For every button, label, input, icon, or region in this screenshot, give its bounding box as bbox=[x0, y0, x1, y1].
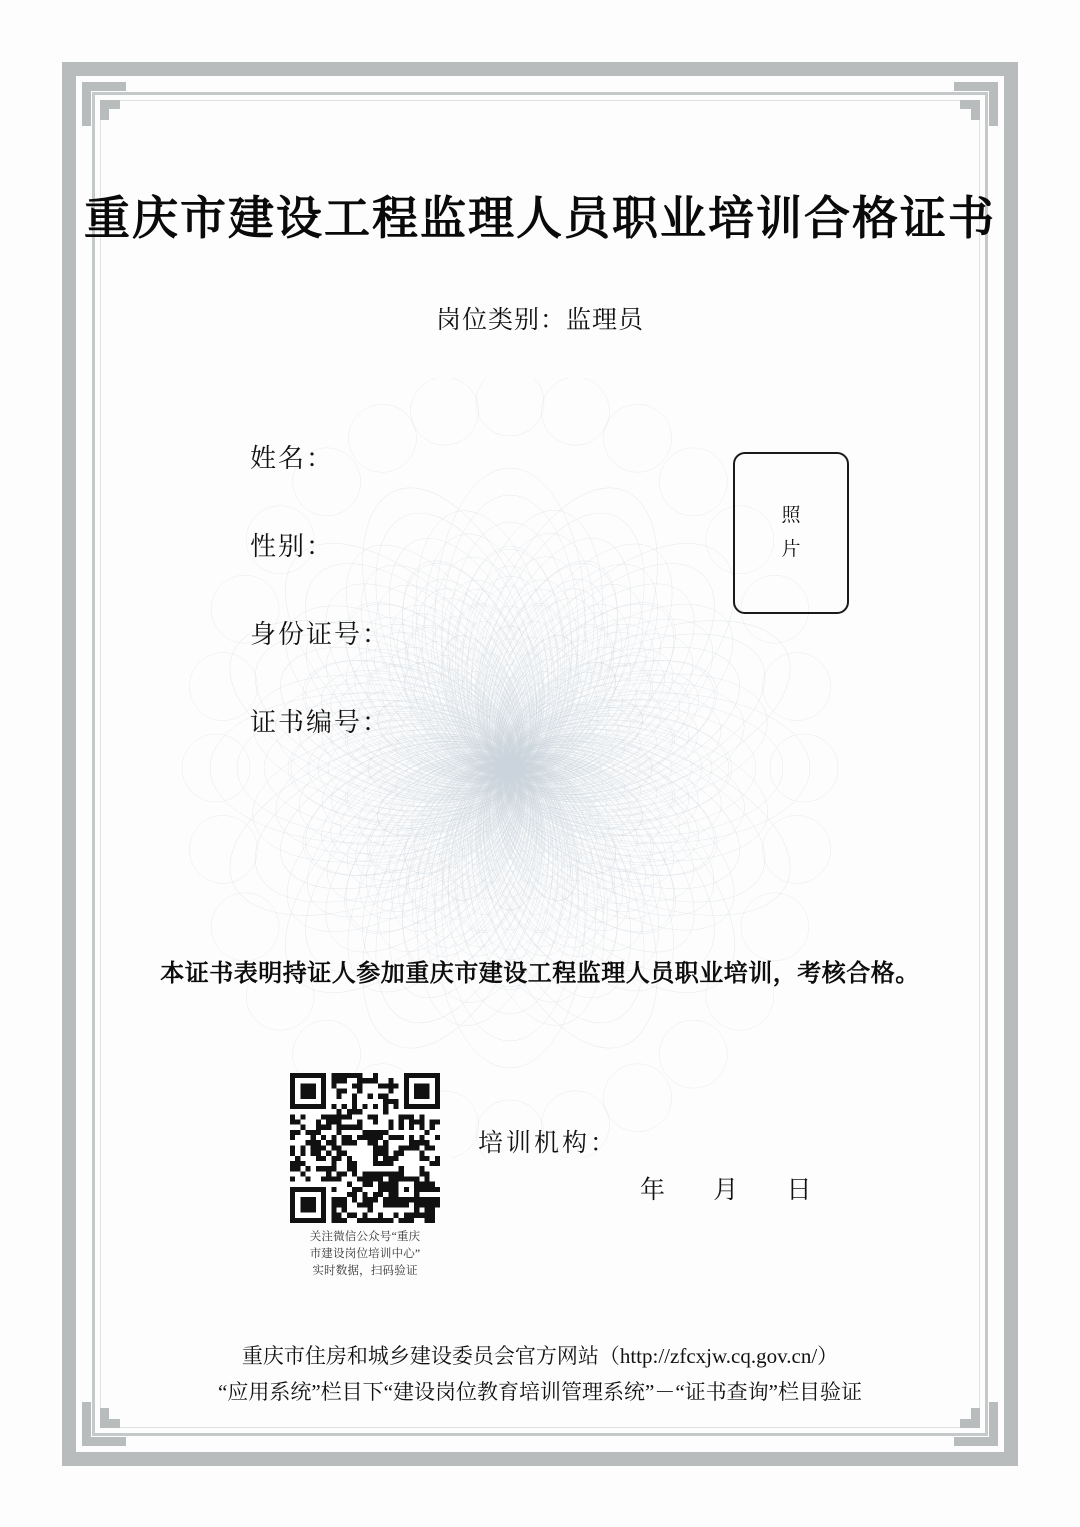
footer-line-1: 重庆市住房和城乡建设委员会官方网站（http://zfcxjw.cq.gov.cn/） bbox=[241, 1344, 839, 1368]
field-label-certificate-number: 证书编号： bbox=[250, 708, 391, 737]
field-label-id-number: 身份证号： bbox=[250, 620, 391, 649]
photo-placeholder-line1: 照 bbox=[781, 505, 801, 526]
date-part-month: 月 bbox=[713, 1177, 741, 1204]
photo-placeholder-box bbox=[733, 452, 849, 614]
qr-code-block bbox=[290, 1073, 440, 1280]
post-category-label: 岗位类别： bbox=[435, 307, 566, 334]
post-category bbox=[0, 300, 1080, 336]
date-line bbox=[640, 1170, 814, 1206]
field-label-name: 姓名： bbox=[250, 444, 335, 473]
field-label-gender: 性别： bbox=[250, 532, 335, 561]
qr-caption-line3: 实时数据，扫码验证 bbox=[312, 1265, 418, 1277]
certificate-statement: 本证书表明持证人参加重庆市建设工程监理人员职业培训，考核合格。 bbox=[160, 961, 920, 987]
qr-code-icon bbox=[290, 1073, 440, 1223]
field-row-certificate-number bbox=[250, 702, 710, 790]
date-part-year: 年 bbox=[640, 1177, 668, 1204]
corner-ornament-top-right bbox=[940, 62, 1018, 140]
field-row-gender bbox=[250, 526, 710, 614]
page-title: 重庆市建设工程监理人员职业培训合格证书 bbox=[84, 193, 996, 244]
qr-caption-line2: 市建设岗位培训中心” bbox=[309, 1248, 421, 1260]
field-list bbox=[250, 438, 710, 790]
footer-line-2: “应用系统”栏目下“建设岗位教育培训管理系统”－“证书查询”栏目验证 bbox=[218, 1380, 862, 1404]
photo-placeholder-line2: 片 bbox=[781, 539, 801, 560]
field-row-name bbox=[250, 438, 710, 526]
post-category-value: 监理员 bbox=[566, 307, 645, 334]
qr-caption-line1: 关注微信公众号“重庆 bbox=[309, 1231, 421, 1243]
training-organization-label: 培训机构： bbox=[478, 1130, 619, 1157]
field-row-id-number bbox=[250, 614, 710, 702]
corner-ornament-top-left bbox=[62, 62, 140, 140]
footer-verification-note bbox=[0, 1338, 1080, 1410]
date-part-day: 日 bbox=[786, 1177, 814, 1204]
qr-caption bbox=[290, 1229, 440, 1280]
